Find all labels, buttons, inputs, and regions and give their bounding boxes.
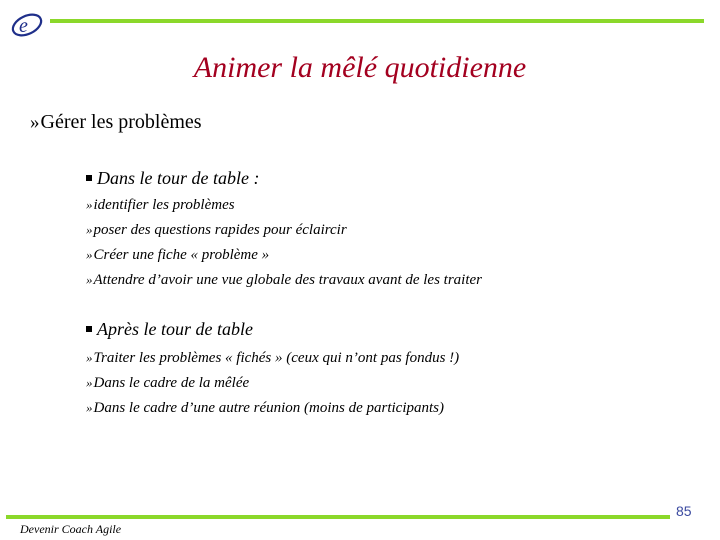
item-marker: » — [86, 375, 92, 390]
square-bullet-icon — [86, 326, 92, 332]
item-text: Créer une fiche « problème » — [93, 247, 270, 263]
list-item — [86, 395, 459, 420]
list-item — [86, 267, 482, 292]
section-2-text: Après le tour de table — [97, 319, 253, 339]
square-bullet-icon — [86, 175, 92, 181]
section-2-heading — [86, 318, 253, 340]
item-text: Dans le cadre de la mêlée — [93, 375, 250, 391]
footer-label: Devenir Coach Agile — [20, 522, 122, 536]
header-divider — [50, 19, 704, 23]
item-marker: » — [86, 222, 92, 237]
item-text: Attendre d’avoir une vue globale des travaux avant de les traiter — [93, 272, 483, 288]
section-1-heading — [86, 167, 259, 189]
item-text: identifier les problèmes — [93, 197, 235, 213]
list-item — [86, 192, 482, 217]
main-bullet — [30, 108, 202, 137]
list-item — [86, 217, 482, 242]
list-item — [86, 345, 459, 370]
section-1-list — [86, 192, 482, 292]
list-item — [86, 370, 459, 395]
item-marker: » — [86, 247, 92, 262]
item-text: poser des questions rapides pour éclaircir — [93, 222, 347, 238]
list-item — [86, 242, 482, 267]
item-text: Traiter les problèmes « fichés » (ceux qui n’ont pas fondus !) — [93, 350, 460, 366]
slide-title: Animer la mêlé quotidienne — [193, 51, 527, 84]
item-marker: » — [86, 272, 92, 287]
main-bullet-marker: » — [30, 112, 39, 133]
section-2-list — [86, 345, 459, 420]
item-marker: » — [86, 400, 92, 415]
footer-divider — [6, 515, 670, 519]
institution-logo-icon — [8, 8, 44, 42]
item-text: Dans le cadre d’une autre réunion (moins de participants) — [93, 400, 445, 416]
main-bullet-text: Gérer les problèmes — [40, 111, 202, 133]
svg-text:e: e — [19, 15, 28, 37]
section-1-text: Dans le tour de table : — [97, 168, 260, 188]
item-marker: » — [86, 197, 92, 212]
page-number: 85 — [676, 503, 692, 519]
item-marker: » — [86, 350, 92, 365]
